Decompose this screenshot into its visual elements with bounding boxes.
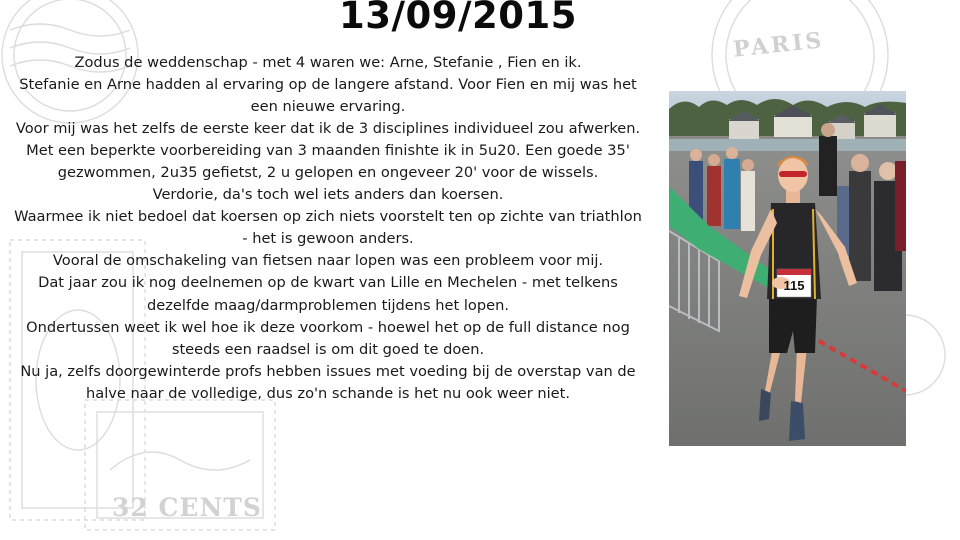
triathlon-finish-photo: [669, 91, 906, 446]
page-title: 13/09/2015: [339, 0, 577, 37]
story-paragraph: Ondertussen weet ik wel hoe ik deze voorkom - hoewel het op de full distance nog steeds een raadsel is om dit goed te doen.: [26, 318, 630, 358]
story-paragraph: Nu ja, zelfs doorgewinterde profs hebben issues met voeding bij de overstap van de halve naar de volledige, dus zo'n schande is het nu ook weer niet.: [20, 362, 636, 402]
race-bib-number: 115: [783, 278, 805, 293]
stamp-city-text: PARIS: [731, 27, 826, 63]
stamp-value-text: 32 CENTS: [112, 493, 262, 522]
story-text: [10, 52, 646, 405]
story-paragraph: Voor mij was het zelfs de eerste keer dat ik de 3 disciplines individueel zou afwerken.: [15, 120, 641, 138]
story-paragraph: Met een beperkte voorbereiding van 3 maanden finishte ik in 5u20. Een goede 35' gezwommen, 2u35 gefietst, 2 u gelopen en ongeveer 20' voor de wissels.: [26, 142, 630, 182]
story-paragraph: Waarmee ik niet bedoel dat koersen op zich niets voorstelt ten op zichte van triathlon - het is gewoon anders.: [14, 208, 642, 248]
story-paragraph: Vooral de omschakeling van fietsen naar lopen was een probleem voor mij.: [52, 252, 604, 270]
story-paragraph: Verdorie, da's toch wel iets anders dan koersen.: [152, 186, 504, 204]
story-paragraph: Dat jaar zou ik nog deelnemen op de kwart van Lille en Mechelen - met telkens dezelfde maag/darmproblemen tijdens het lopen.: [38, 274, 618, 314]
story-paragraph: Zodus de weddenschap - met 4 waren we: Arne, Stefanie , Fien en ik.: [74, 54, 582, 71]
story-paragraph: Stefanie en Arne hadden al ervaring op de langere afstand. Voor Fien en mij was het een nieuwe ervaring.: [19, 76, 637, 116]
